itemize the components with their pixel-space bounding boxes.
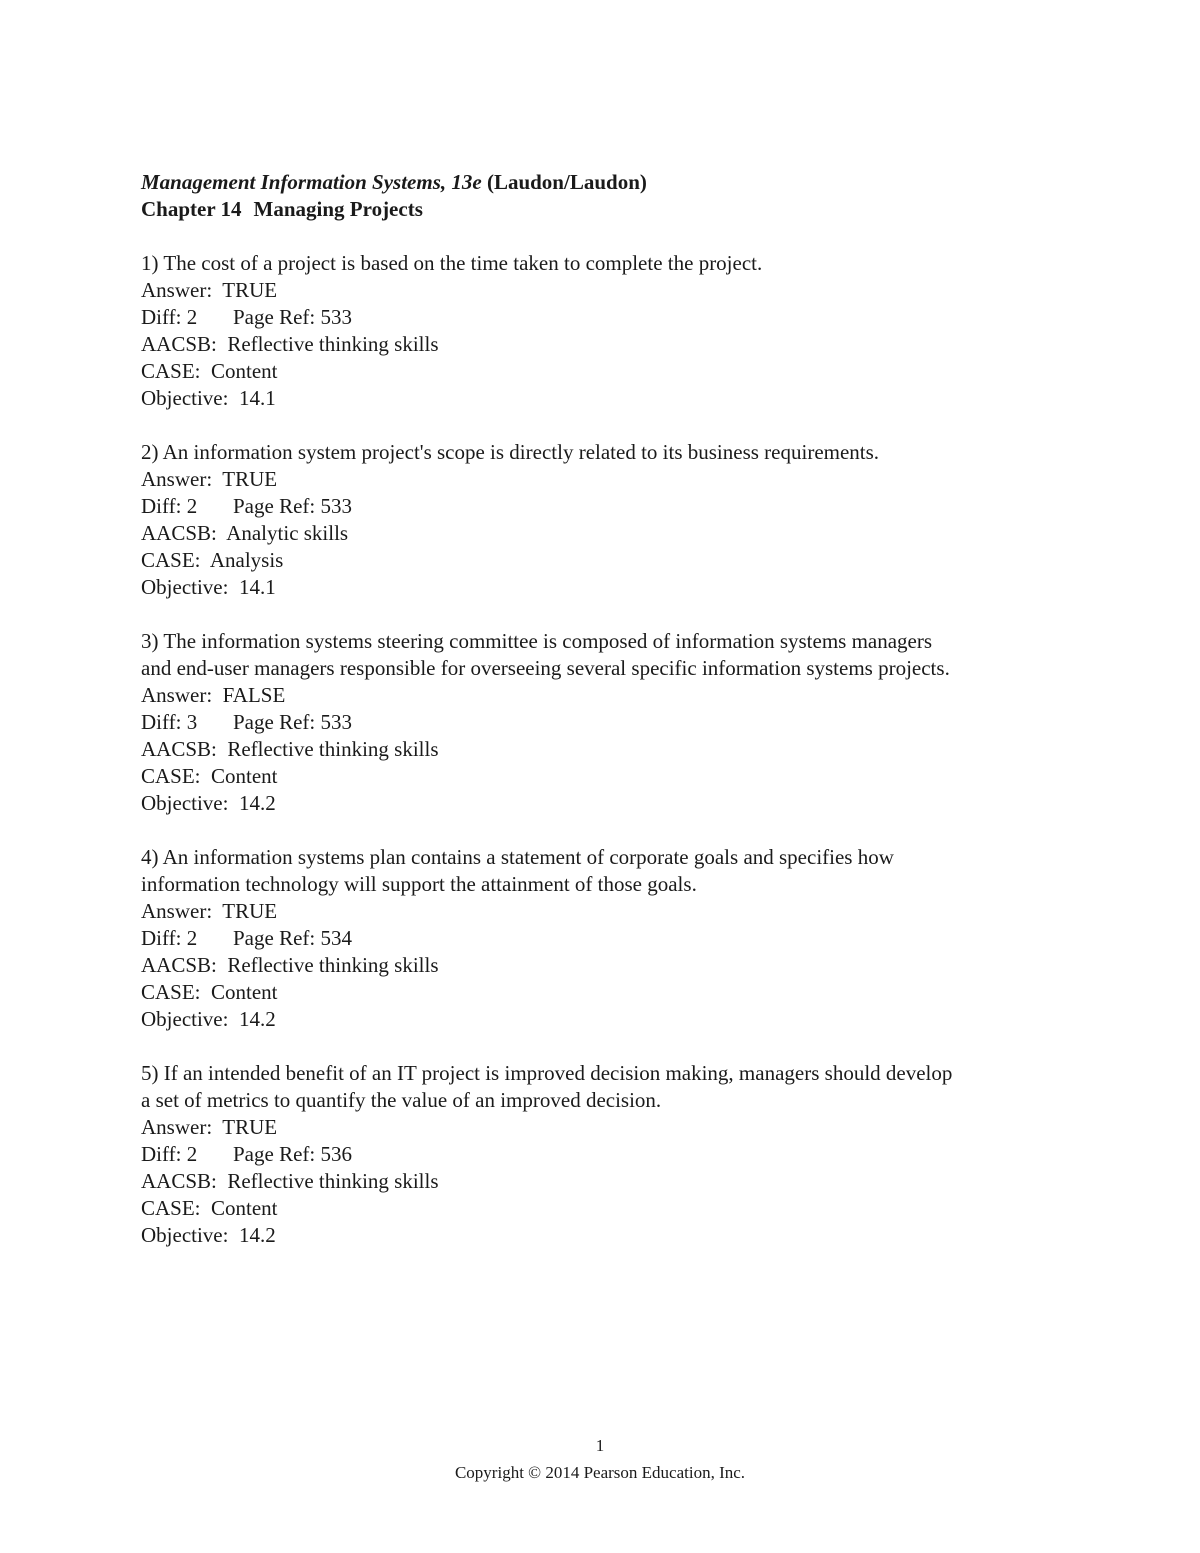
question-diff: Diff: 2 bbox=[141, 305, 198, 329]
question-answer: Answer: TRUE bbox=[141, 1115, 278, 1139]
question-difficulty-line bbox=[141, 1141, 1081, 1168]
question-aacsb: AACSB: Analytic skills bbox=[141, 521, 349, 545]
question-diff: Diff: 3 bbox=[141, 710, 198, 734]
question-page-ref: Page Ref: 533 bbox=[233, 305, 352, 329]
question-case: CASE: Content bbox=[141, 764, 278, 788]
page-number: 1 bbox=[595, 1436, 605, 1455]
question-objective: Objective: 14.1 bbox=[141, 386, 276, 410]
question-page-ref: Page Ref: 533 bbox=[233, 710, 352, 734]
question-case: CASE: Content bbox=[141, 980, 278, 1004]
question-difficulty-line bbox=[141, 493, 1081, 520]
document-page bbox=[141, 169, 1081, 1276]
question-aacsb: AACSB: Reflective thinking skills bbox=[141, 332, 439, 356]
question-objective: Objective: 14.2 bbox=[141, 1223, 276, 1247]
copyright-notice: Copyright © 2014 Pearson Education, Inc. bbox=[454, 1463, 746, 1482]
question-stem: 5) If an intended benefit of an IT project is improved decision making, managers should develop bbox=[141, 1061, 953, 1085]
question-4 bbox=[141, 844, 1081, 1033]
question-diff: Diff: 2 bbox=[141, 1142, 198, 1166]
question-diff: Diff: 2 bbox=[141, 494, 198, 518]
question-answer: Answer: TRUE bbox=[141, 467, 278, 491]
question-page-ref: Page Ref: 533 bbox=[233, 494, 352, 518]
question-2 bbox=[141, 439, 1081, 601]
document-title bbox=[141, 169, 1081, 196]
question-objective: Objective: 14.2 bbox=[141, 1007, 276, 1031]
question-stem-continued: a set of metrics to quantify the value of an improved decision. bbox=[141, 1088, 662, 1112]
question-answer: Answer: FALSE bbox=[141, 683, 286, 707]
chapter-number: Chapter 14 bbox=[141, 197, 242, 221]
question-page-ref: Page Ref: 536 bbox=[233, 1142, 352, 1166]
chapter-heading bbox=[141, 196, 1081, 223]
question-5 bbox=[141, 1060, 1081, 1249]
page-footer bbox=[0, 1432, 1200, 1486]
question-diff: Diff: 2 bbox=[141, 926, 198, 950]
question-stem-continued: information technology will support the attainment of those goals. bbox=[141, 872, 697, 896]
question-stem: 2) An information system project's scope is directly related to its business requirements. bbox=[141, 440, 880, 464]
question-aacsb: AACSB: Reflective thinking skills bbox=[141, 737, 439, 761]
question-difficulty-line bbox=[141, 304, 1081, 331]
question-page-ref: Page Ref: 534 bbox=[233, 926, 352, 950]
question-stem-continued: and end-user managers responsible for overseeing several specific information systems projects. bbox=[141, 656, 950, 680]
question-difficulty-line bbox=[141, 709, 1081, 736]
question-case: CASE: Content bbox=[141, 1196, 278, 1220]
question-3 bbox=[141, 628, 1081, 817]
question-case: CASE: Analysis bbox=[141, 548, 284, 572]
question-stem: 1) The cost of a project is based on the time taken to complete the project. bbox=[141, 251, 763, 275]
question-objective: Objective: 14.1 bbox=[141, 575, 276, 599]
question-answer: Answer: TRUE bbox=[141, 278, 278, 302]
question-difficulty-line bbox=[141, 925, 1081, 952]
question-stem: 4) An information systems plan contains a statement of corporate goals and specifies how bbox=[141, 845, 894, 869]
question-case: CASE: Content bbox=[141, 359, 278, 383]
question-aacsb: AACSB: Reflective thinking skills bbox=[141, 1169, 439, 1193]
question-aacsb: AACSB: Reflective thinking skills bbox=[141, 953, 439, 977]
question-1 bbox=[141, 250, 1081, 412]
question-stem: 3) The information systems steering committee is composed of information systems managers bbox=[141, 629, 933, 653]
book-authors: (Laudon/Laudon) bbox=[486, 170, 647, 194]
question-answer: Answer: TRUE bbox=[141, 899, 278, 923]
book-title: Management Information Systems, 13e bbox=[141, 170, 482, 194]
chapter-title: Managing Projects bbox=[253, 197, 423, 221]
question-objective: Objective: 14.2 bbox=[141, 791, 276, 815]
